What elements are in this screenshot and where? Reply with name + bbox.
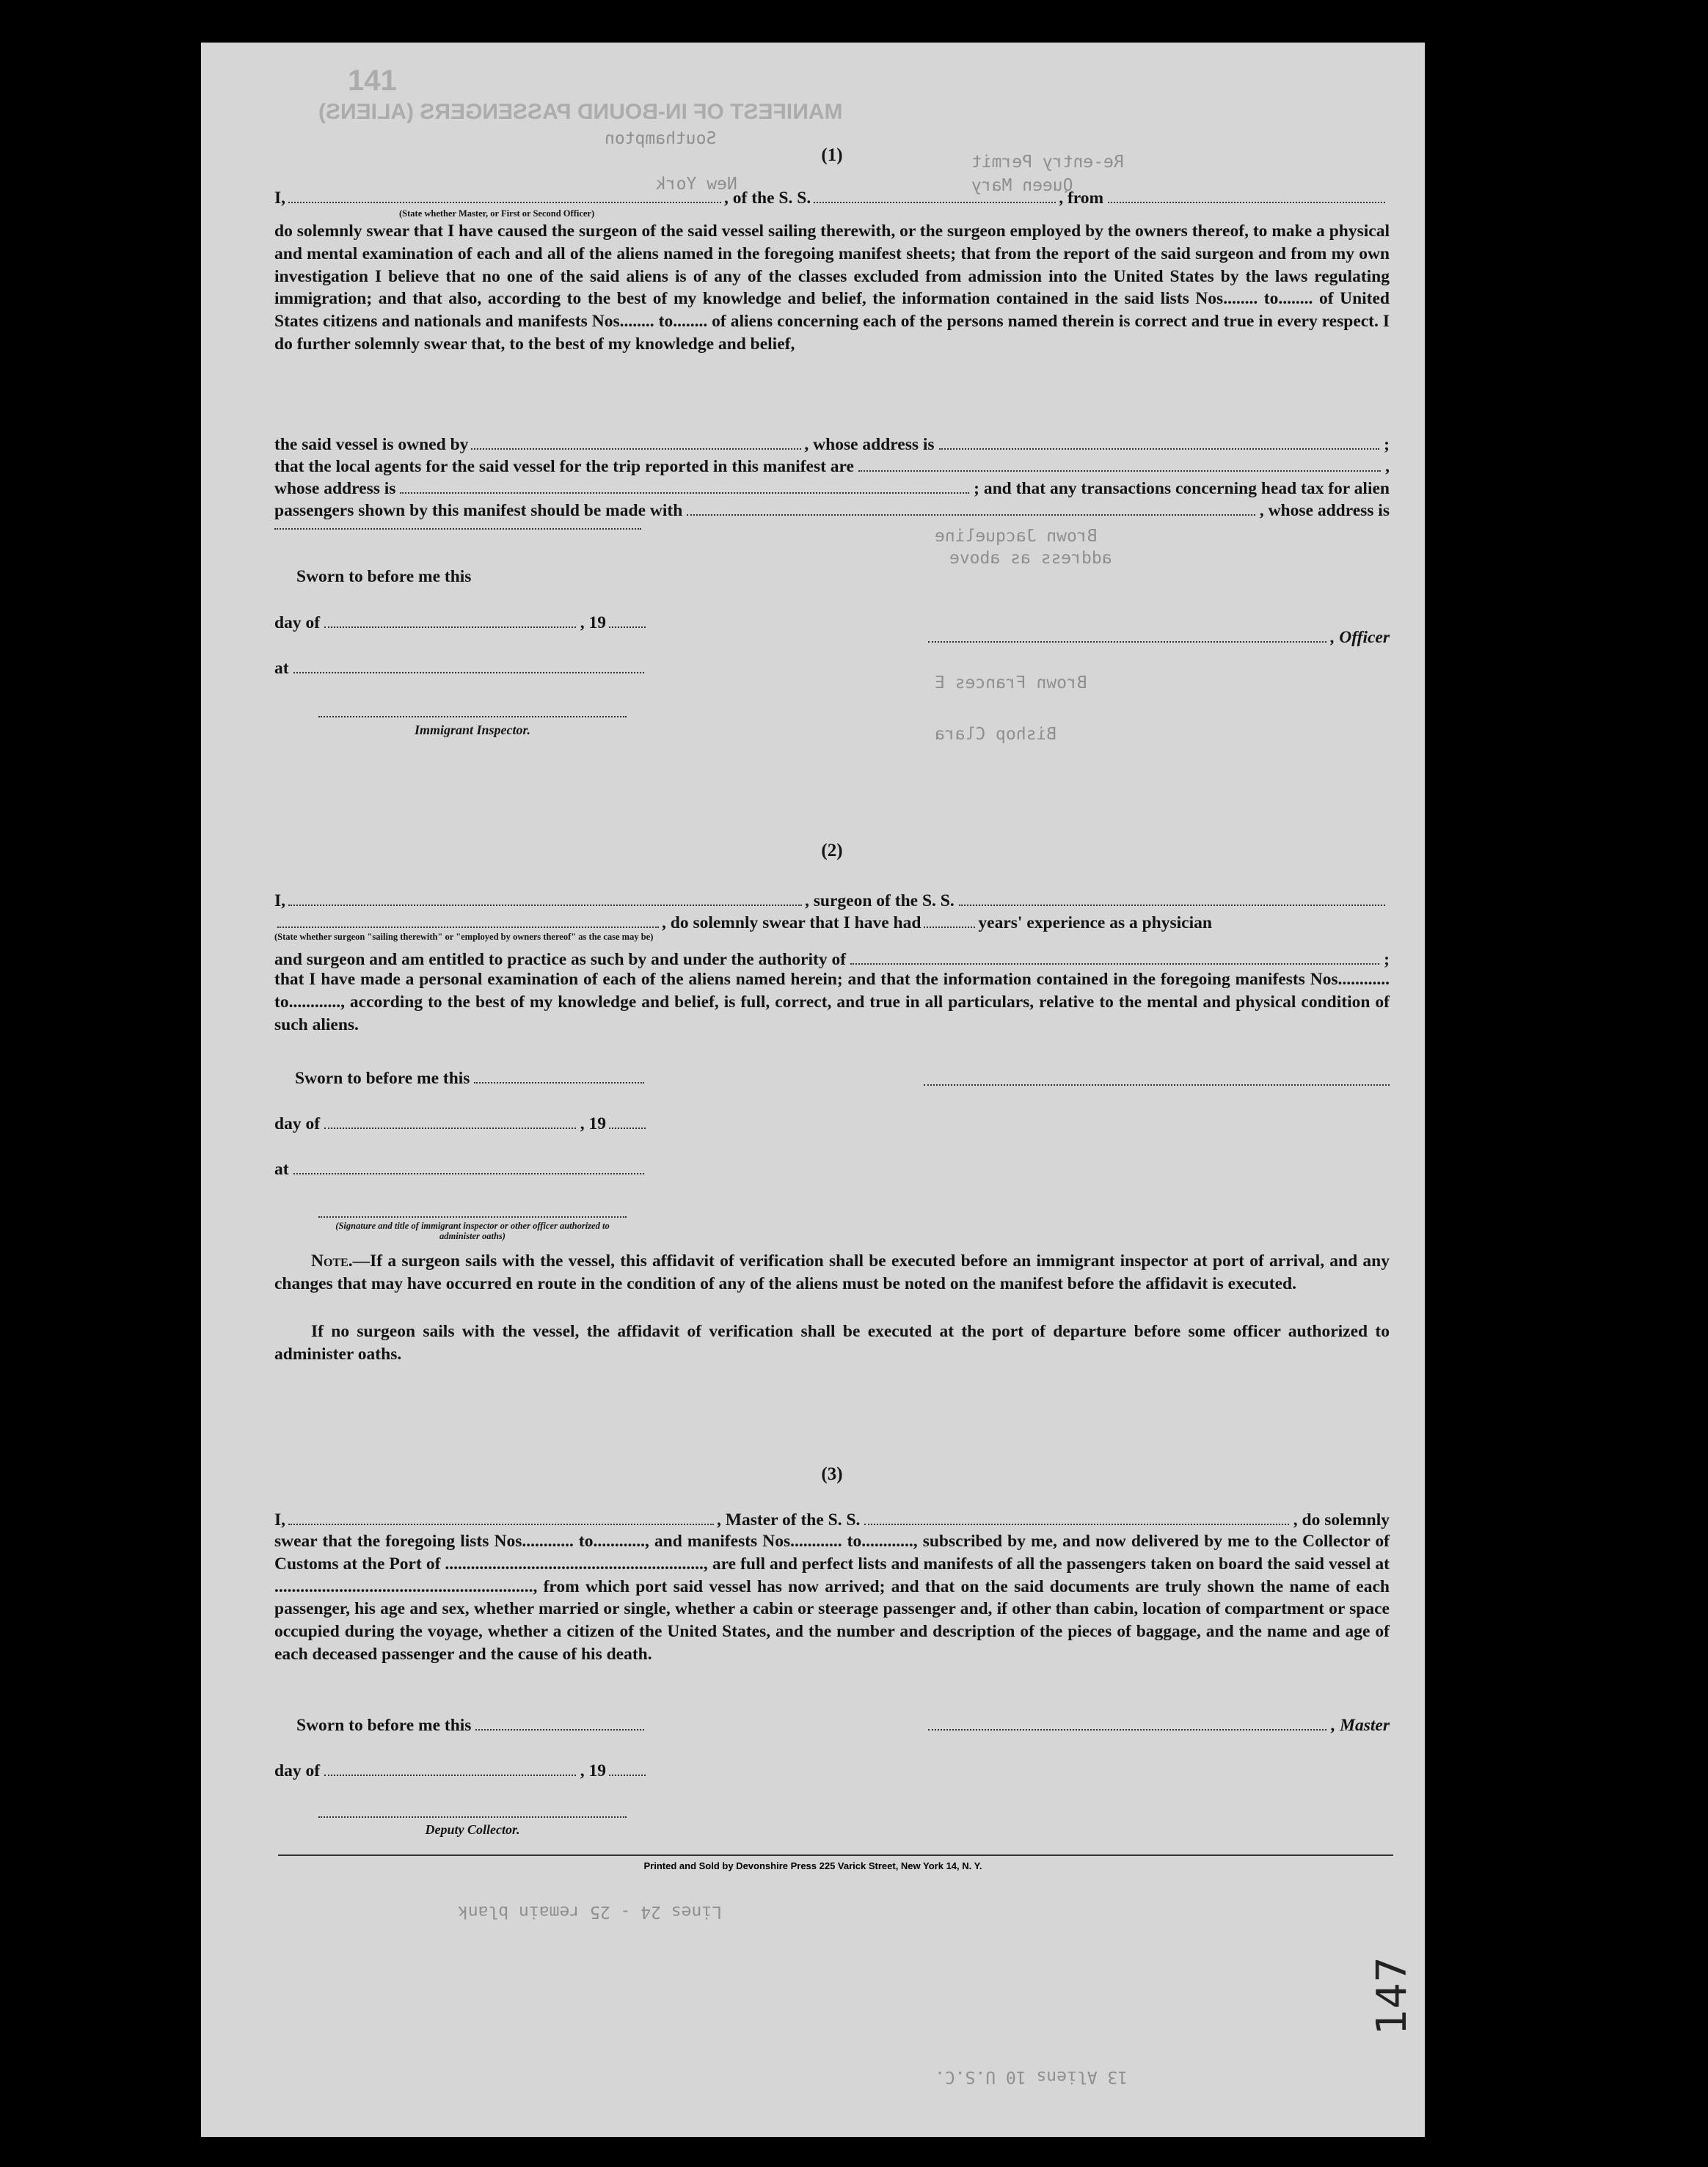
s3-master-signature-field[interactable] bbox=[928, 1714, 1326, 1731]
s1-head-tax-label: ; and that any transactions concerning head tax for alien bbox=[974, 479, 1390, 499]
s2-sworn-field[interactable] bbox=[474, 1067, 644, 1084]
s3-master-sign-line bbox=[924, 1714, 1390, 1736]
bleed-line: Brown Jacqueline bbox=[935, 527, 1098, 546]
s3-day-field[interactable] bbox=[324, 1759, 576, 1776]
bleed-header: MANIFEST OF IN-BOUND PASSENGERS (ALIENS) bbox=[318, 100, 843, 124]
s2-authority-field[interactable] bbox=[850, 948, 1379, 965]
s1-owned-line: the said vessel is owned by , whose address is ; bbox=[274, 433, 1390, 455]
s1-officer-field[interactable] bbox=[288, 186, 721, 203]
manifest-page bbox=[201, 43, 1425, 2137]
s3-day-label: day of bbox=[274, 1761, 321, 1781]
s2-note-label: Note. bbox=[311, 1251, 353, 1271]
handwritten-page-number: 147 bbox=[1368, 1956, 1416, 2035]
s1-oath-paragraph: do solemnly swear that I have caused the surgeon of the said vessel sailing therewith, or the surgeon employed by the owners thereof, to make a physical and mental examination of each and all of the aliens named in the foregoing manifest sheets; that from the report of the said surgeon and from my own investigation I believe that no one of the said aliens is of any of the classes excluded from admission into the United States by the laws regulating immigration; and that also, according to the best of my knowledge and belief, the information contained in the said lists Nos........ to........ of United States citizens and nationals and manifests Nos........ to........ of aliens concerning each of the persons named therein is correct and true in every respect. I do further solemnly swear that, to the best of my knowledge and belief, bbox=[274, 222, 1390, 354]
footer-rule bbox=[278, 1854, 1393, 1856]
s2-status-field[interactable] bbox=[277, 911, 659, 928]
bleed-line: Bishop Clara bbox=[935, 725, 1057, 744]
s3-swear-label: , do solemnly bbox=[1293, 1510, 1390, 1530]
s3-collector-label: Deputy Collector. bbox=[425, 1822, 520, 1837]
s2-sworn-label: Sworn to before me this bbox=[295, 1069, 470, 1089]
s2-year-field[interactable] bbox=[609, 1112, 646, 1129]
s1-officer-label: , Officer bbox=[1330, 628, 1390, 648]
bleed-line: address as above bbox=[949, 549, 1112, 568]
section-1-number: (1) bbox=[821, 145, 843, 165]
s3-year-label: , 19 bbox=[580, 1761, 606, 1781]
section-3-number: (3) bbox=[821, 1464, 843, 1484]
s1-address-line bbox=[274, 477, 1390, 499]
s2-at-field[interactable] bbox=[293, 1158, 644, 1174]
s3-year-field[interactable] bbox=[609, 1759, 646, 1776]
bleed-line: Queen Mary bbox=[971, 176, 1073, 195]
s1-of-ss: , of the S. S. bbox=[724, 189, 811, 208]
stamped-page-number: 141 bbox=[348, 65, 397, 97]
s1-inspector-label: Immigrant Inspector. bbox=[414, 723, 531, 737]
s1-at-field[interactable] bbox=[293, 657, 644, 673]
s1-small-note: (State whether Master, or First or Second Officer) bbox=[399, 208, 595, 219]
s1-address-field[interactable] bbox=[400, 477, 969, 494]
s1-passengers-address-label: , whose address is bbox=[1259, 501, 1390, 521]
s2-signature-label: (Signature and title of immigrant inspector or other officer authorized to administer oaths) bbox=[335, 1221, 610, 1241]
s1-address-label: whose address is bbox=[274, 479, 396, 499]
s1-owner-address-label: , whose address is bbox=[804, 435, 935, 455]
s1-passengers-label: passengers shown by this manifest should be made with bbox=[274, 501, 683, 521]
s1-day-field[interactable] bbox=[324, 611, 576, 628]
s2-i: I, bbox=[274, 891, 286, 911]
s3-i: I, bbox=[274, 1510, 286, 1530]
bleed-line: Southampton bbox=[605, 129, 717, 148]
s2-line-1 bbox=[274, 889, 1390, 911]
s2-surgeon-signature-field[interactable] bbox=[924, 1084, 1390, 1086]
s3-collector-signature-field[interactable] bbox=[318, 1816, 627, 1818]
s1-at-label: at bbox=[274, 659, 289, 679]
section-2-number: (2) bbox=[821, 841, 843, 860]
bleed-line: Lines 24 - 25 remain blank bbox=[458, 1902, 723, 1921]
s2-oath-paragraph: that I have made a personal examination of each of the aliens named herein; and that the information contained in the foregoing manifests Nos............ to............, according to the best of my knowledge and belief, is full, correct, and true in all particulars, relative to the mental and physical condition of such aliens. bbox=[274, 970, 1390, 1034]
bleed-line: New York bbox=[656, 175, 737, 194]
s1-agents-field[interactable] bbox=[858, 455, 1381, 472]
s1-inspector-signature-field[interactable] bbox=[318, 716, 627, 717]
s1-year-label: , 19 bbox=[580, 613, 606, 633]
s1-officer-sign-line bbox=[924, 626, 1390, 648]
s1-agents-label: that the local agents for the said vessel for the trip reported in this manifest are bbox=[274, 457, 854, 477]
s3-master-sign-label: , Master bbox=[1331, 1716, 1390, 1736]
s1-sworn-label: Sworn to before me this bbox=[296, 567, 472, 586]
s3-oath-paragraph: swear that the foregoing lists Nos............ to............, and manifests Nos............ to............, subscribed by me, and now delivered by me to the Collector of Customs at the Port of ............................................................, are full and perfect lists and manifests of all the passengers taken on board the said vessel at ............................................................, from which port said vessel has now arrived; and that on the said documents are truly shown the name of each passenger, his age and sex, whether married or single, whether a cabin or steerage passenger and, if other than cabin, location of compartment or space occupied during the voyage, whether a citizen of the United States, and the number and description of the pieces of baggage, and the name and age of each deceased passenger and the cause of his death. bbox=[274, 1532, 1390, 1664]
s1-owner-address-field[interactable] bbox=[939, 433, 1380, 450]
s1-passengers-field[interactable] bbox=[687, 499, 1255, 516]
s1-line-1 bbox=[274, 186, 1390, 208]
printer-imprint: Printed and Sold by Devonshire Press 225 Varick Street, New York 14, N. Y. bbox=[643, 1860, 982, 1871]
s2-note-text: —If a surgeon sails with the vessel, this affidavit of verification shall be executed before an immigrant inspector at port of arrival, and any changes that may have occurred en route in the condition of any of the aliens must be noted on the manifest before the affidavit is executed. bbox=[274, 1251, 1390, 1293]
s1-year-field[interactable] bbox=[609, 611, 646, 628]
s3-day-line bbox=[274, 1759, 649, 1781]
s1-day-label: day of bbox=[274, 613, 321, 633]
s2-at-line bbox=[274, 1158, 649, 1180]
s1-agents-line: that the local agents for the said vessel for the trip reported in this manifest are , bbox=[274, 455, 1390, 477]
bleed-line: 13 Aliens 10 U.S.C. bbox=[935, 2067, 1128, 2086]
s1-i: I, bbox=[274, 189, 286, 208]
s2-small-note: (State whether surgeon "sailing therewith" or "employed by owners thereof" as the case may be) bbox=[274, 932, 654, 942]
s2-surgeon-label: , surgeon of the S. S. bbox=[805, 891, 955, 911]
s2-note-2: If no surgeon sails with the vessel, the affidavit of verification shall be executed at the port of departure before some officer authorized to administer oaths. bbox=[274, 1322, 1390, 1364]
s2-years-field[interactable] bbox=[924, 911, 975, 928]
s2-inspector-signature-field[interactable] bbox=[318, 1216, 627, 1218]
s2-years-label: years' experience as a physician bbox=[978, 913, 1212, 933]
s1-address-continuation[interactable] bbox=[274, 528, 641, 530]
s1-from: , from bbox=[1059, 189, 1104, 208]
s1-owner-field[interactable] bbox=[471, 433, 801, 450]
s2-surgeon-name-field[interactable] bbox=[288, 889, 802, 906]
s1-ship-field[interactable] bbox=[814, 186, 1056, 203]
s2-note bbox=[274, 1250, 1390, 1296]
s3-line-1 bbox=[274, 1508, 1390, 1530]
s2-ship-field[interactable] bbox=[959, 889, 1385, 906]
s3-sworn-label: Sworn to before me this bbox=[296, 1716, 472, 1736]
s2-line-2 bbox=[274, 911, 1390, 933]
s1-day-line bbox=[274, 611, 649, 633]
s1-passengers-line bbox=[274, 499, 1390, 521]
s1-officer-signature-field[interactable] bbox=[928, 626, 1326, 643]
s3-ship-field[interactable] bbox=[864, 1508, 1288, 1525]
s2-line-3: and surgeon and am entitled to practice as such by and under the authority of ; bbox=[274, 948, 1390, 970]
s3-sworn-line bbox=[296, 1714, 649, 1736]
s1-at-line bbox=[274, 657, 649, 679]
s2-swear-label: , do solemnly swear that I have had bbox=[662, 913, 921, 933]
s1-sworn-line bbox=[296, 567, 471, 587]
s2-day-label: day of bbox=[274, 1114, 321, 1134]
s3-sworn-field[interactable] bbox=[475, 1714, 644, 1731]
s2-sworn-line bbox=[295, 1067, 649, 1089]
s3-master-name-field[interactable] bbox=[288, 1508, 714, 1525]
bleed-line: Re-entry Permit bbox=[971, 153, 1124, 172]
s2-day-field[interactable] bbox=[324, 1112, 576, 1129]
s1-owned-label: the said vessel is owned by bbox=[274, 435, 469, 455]
bleed-line: Brown Frances E bbox=[935, 673, 1087, 693]
s2-year-label: , 19 bbox=[580, 1114, 606, 1134]
s2-at-label: at bbox=[274, 1160, 289, 1180]
s2-authority-label: and surgeon and am entitled to practice as such by and under the authority of bbox=[274, 950, 847, 970]
s1-from-field[interactable] bbox=[1108, 186, 1385, 203]
s2-day-line bbox=[274, 1112, 649, 1134]
s3-master-label: , Master of the S. S. bbox=[717, 1510, 861, 1530]
